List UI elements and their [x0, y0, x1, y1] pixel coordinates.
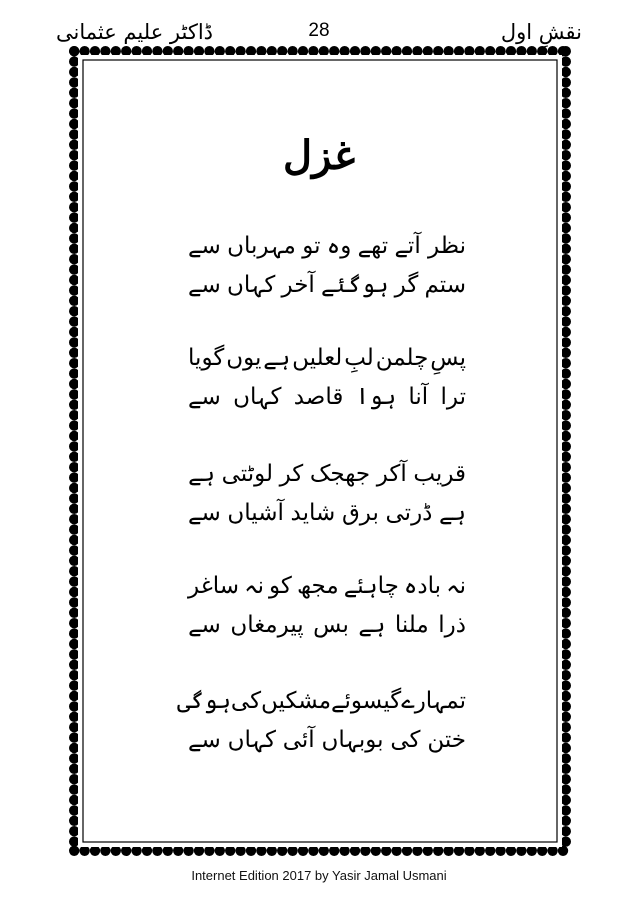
verse-word: ہے: [263, 345, 291, 371]
verse-word: کہاں: [227, 727, 276, 753]
ghazal-content: [96, 60, 542, 830]
verse-line: [188, 230, 466, 262]
verse-word: ختن: [427, 727, 466, 753]
verse-word: چلمن: [375, 345, 429, 371]
verse-word: وہ: [326, 233, 352, 259]
verse-line: [188, 724, 466, 756]
verse-word: تمہارے: [401, 688, 466, 714]
verse-line: [188, 269, 466, 301]
verse-word: بس: [313, 612, 349, 638]
verse-word: مجھ: [296, 573, 339, 599]
verse-word: جھجک: [309, 461, 371, 487]
verse-word: آشیاں: [227, 500, 284, 526]
verse-line: [188, 381, 466, 413]
verse-word: آنا: [408, 384, 429, 410]
verse-word: مشکیں: [261, 688, 332, 714]
verse-word: سے: [188, 384, 221, 410]
verse-word: کر: [279, 461, 304, 487]
verse-word: ہے: [358, 612, 386, 638]
verse-word: بادہ: [403, 573, 442, 599]
verse-word: لوٹتی: [221, 461, 274, 487]
verse-word: کہاں: [226, 272, 276, 298]
verse-word: شاید: [290, 500, 336, 526]
verse-word: سے: [188, 727, 221, 753]
verse-line: [188, 609, 466, 641]
verse-word: نظر آتے: [394, 233, 466, 259]
verse-word: کی: [390, 727, 421, 753]
verse-word: آکر: [376, 461, 407, 487]
verse-word: مہرباں: [227, 233, 296, 259]
verse-line: [188, 570, 466, 602]
verse-word: کہاں: [233, 384, 282, 410]
verse-word: ذرا: [438, 612, 466, 638]
verse-word: پسِ: [430, 345, 466, 371]
verse-word: لبِ: [344, 345, 374, 371]
verse-word: ستم: [424, 272, 466, 298]
verse-word: یوں: [226, 345, 262, 371]
verse-word: ترا: [440, 384, 466, 410]
verse-word: آئی: [282, 727, 315, 753]
verse-word: گیسوئے: [331, 688, 402, 714]
verse-line: [188, 497, 466, 529]
poem-title: غزل: [282, 132, 356, 179]
verse-word: پیرمغاں: [230, 612, 304, 638]
verse-word: نہ: [446, 573, 466, 599]
verse-word: ہوگئے: [321, 272, 389, 298]
verse-word: سے: [188, 233, 221, 259]
book-title: نقشِ اول: [500, 20, 582, 44]
verse-word: تھے: [357, 233, 389, 259]
verse-word: قاصد: [293, 384, 344, 410]
page-number: 28: [308, 20, 330, 41]
verse-word: کو: [269, 573, 292, 599]
verse-word: ڈرتی: [385, 500, 433, 526]
verse-word: قریب: [413, 461, 466, 487]
footer-credit: Internet Edition 2017 by Yasir Jamal Usmani: [191, 868, 447, 883]
verse-word: بوبہاں: [321, 727, 384, 753]
verse-word: ہے: [188, 461, 216, 487]
verse-word: برق: [341, 500, 379, 526]
verse-word: آخر: [281, 272, 315, 298]
verse-word: سے: [188, 500, 221, 526]
verse-word: ملنا: [394, 612, 429, 638]
verse-word: ساغر: [188, 573, 240, 599]
verse-word: سے: [188, 612, 221, 638]
verse-word: ہے: [439, 500, 466, 526]
verse-word: تو: [302, 233, 321, 259]
verse-word: گر: [394, 272, 419, 298]
verse-word: گویا: [188, 345, 225, 371]
verse-word: چاہئے: [343, 573, 399, 599]
verse-word: ہوا: [355, 384, 397, 410]
verse-word: سے: [188, 272, 221, 298]
verse-line: [188, 342, 466, 374]
author-name: ڈاکٹر علیم عثمانی: [56, 20, 214, 44]
verse-word: کی: [230, 688, 262, 714]
verse-line: [188, 458, 466, 490]
verse-word: لعلیں: [292, 345, 343, 371]
verse-word: ہوگی: [177, 688, 231, 714]
verse-line: [177, 685, 466, 717]
verse-word: نہ: [244, 573, 264, 599]
